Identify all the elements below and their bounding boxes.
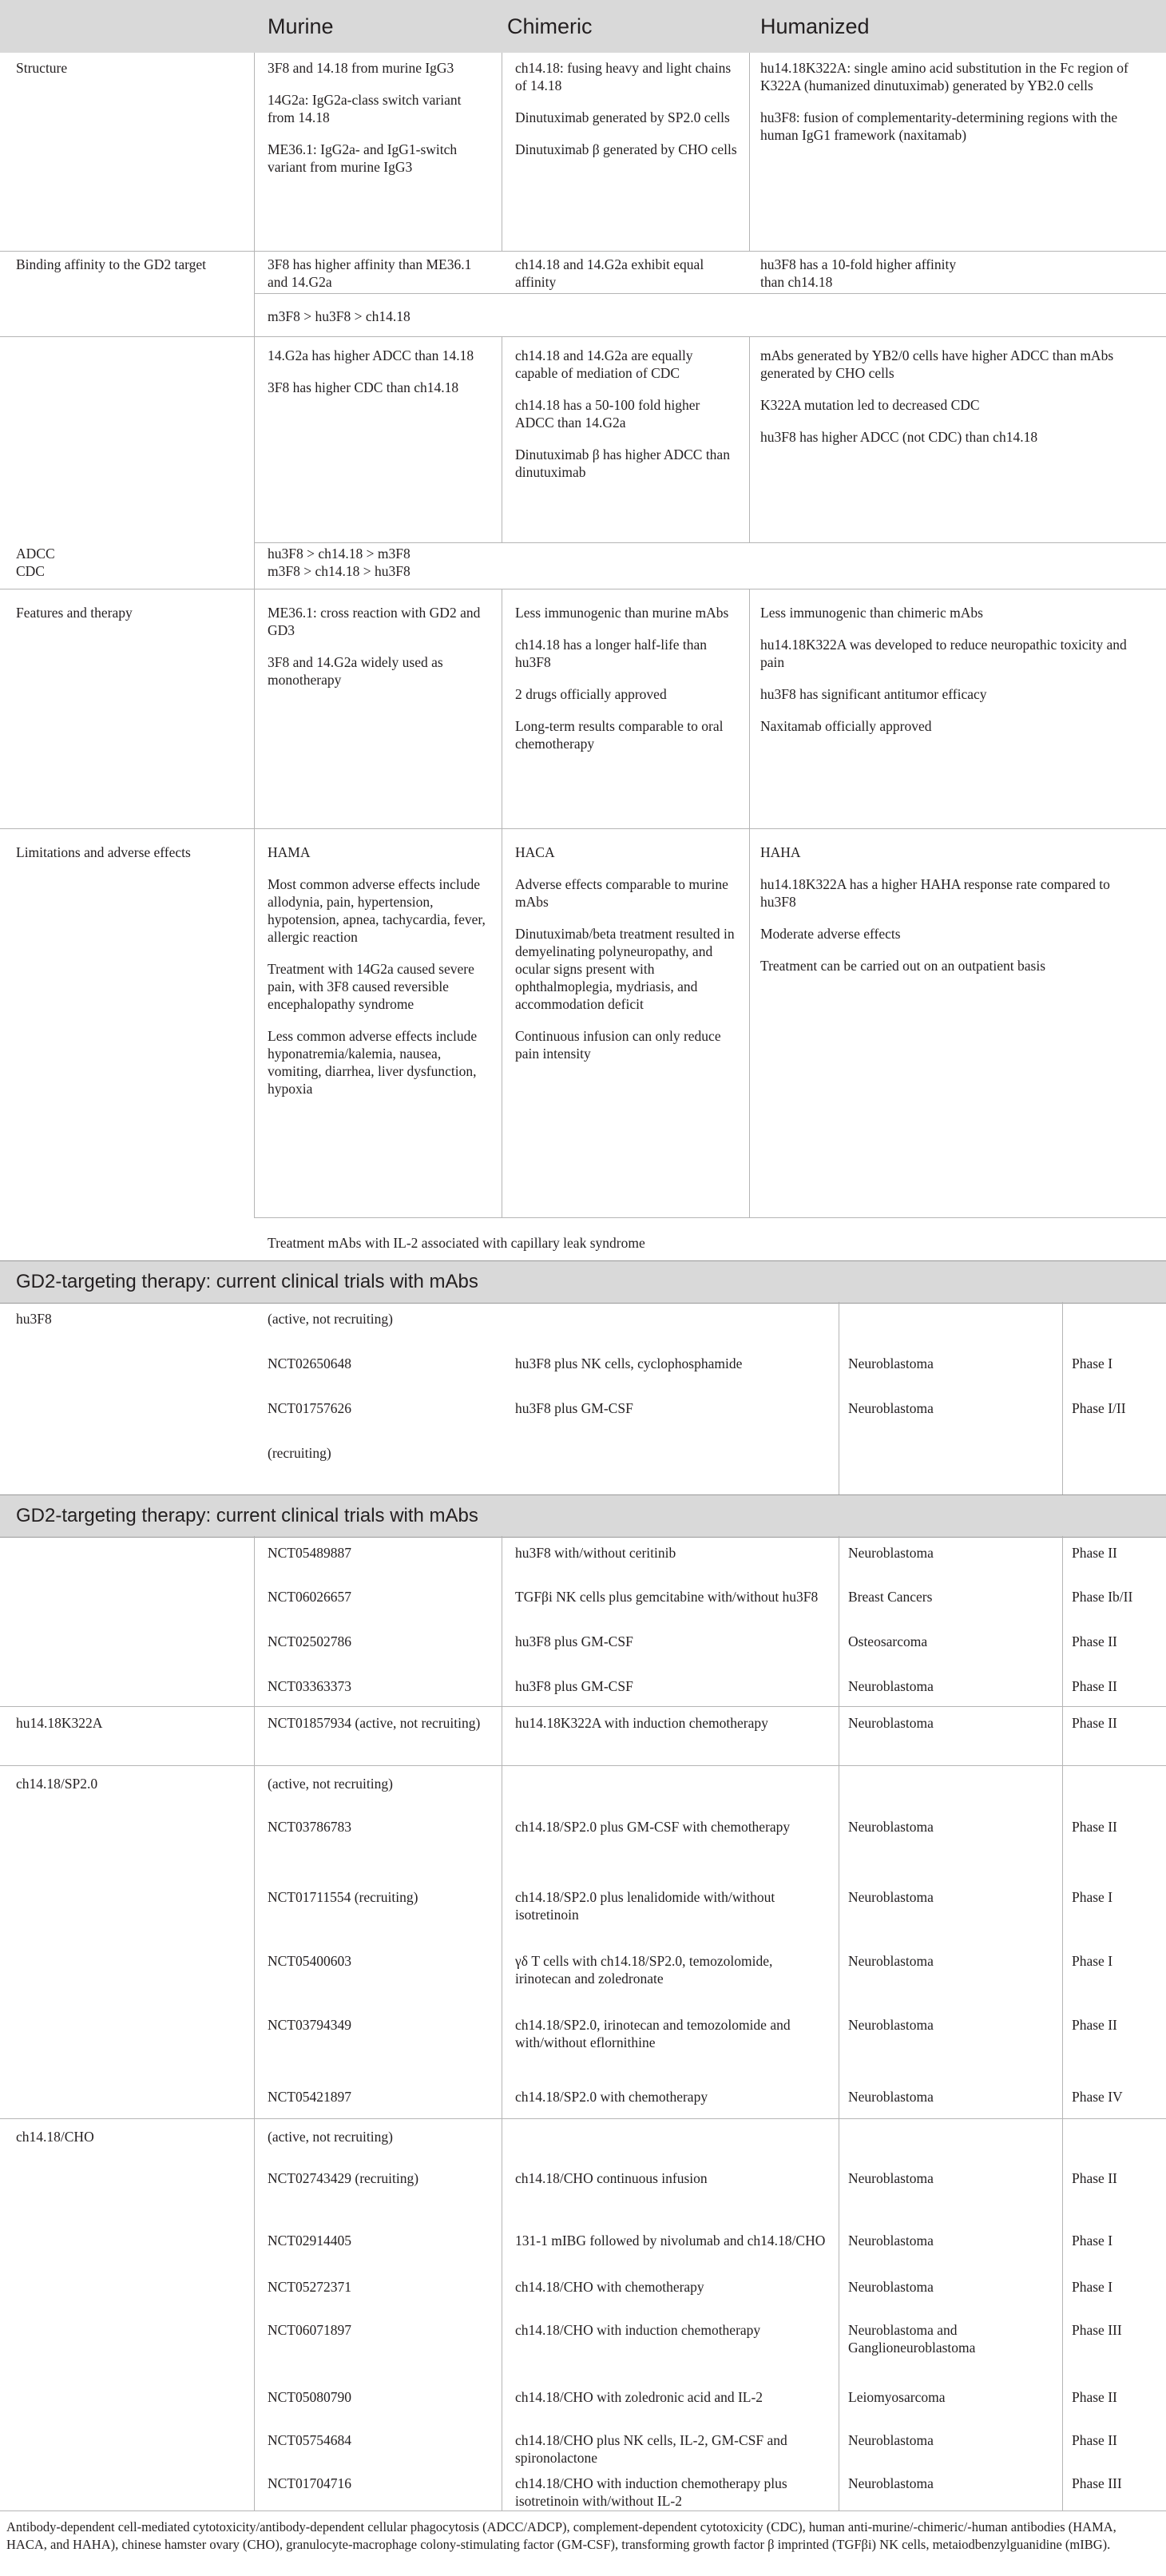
trial-disease: Neuroblastoma bbox=[848, 1715, 934, 1731]
features-humanized: Less immunogenic than chimeric mAbs hu14.18K322A was developed to reduce neuropathic toxicity and pain hu3F8 has significant antitumor efficacy Naxitamab officially approved bbox=[760, 605, 1127, 734]
trial-id: NCT01757626 bbox=[268, 1400, 351, 1416]
trial-id: NCT05272371 bbox=[268, 2279, 351, 2295]
trial-id: NCT01704716 bbox=[268, 2475, 351, 2491]
trial-desc: ch14.18/SP2.0 plus lenalidomide with/without isotretinoin bbox=[515, 1889, 775, 1923]
header-chimeric: Chimeric bbox=[507, 14, 593, 38]
limitations-murine: HAMA Most common adverse effects include allodynia, pain, hypertension, hypotension, apnea, tachycardia, fever, allergic reaction Treatment with 14G2a caused severe pain, with 3F8 caused reversible encephalopathy syndrome Less common adverse effects include hyponatremia/kalemia, nausea, vomiting, diarrhea, liver dysfunction, hypoxia bbox=[268, 844, 486, 1097]
divider bbox=[749, 828, 750, 1217]
trial-phase: Phase II bbox=[1072, 1633, 1117, 1649]
trial-phase: Phase I bbox=[1072, 1889, 1113, 1905]
trial-group-hu14: hu14.18K322A bbox=[16, 1715, 103, 1731]
trial-phase: Phase I bbox=[1072, 2279, 1113, 2295]
trial-status: (recruiting) bbox=[268, 1445, 331, 1461]
trial-id: NCT06026657 bbox=[268, 1589, 351, 1605]
trial-desc: hu3F8 plus NK cells, cyclophosphamide bbox=[515, 1355, 743, 1371]
trial-desc: ch14.18/SP2.0, irinotecan and temozolomide and with/without eflornithine bbox=[515, 2017, 791, 2050]
trial-desc: ch14.18/CHO with zoledronic acid and IL-2 bbox=[515, 2389, 763, 2405]
trial-disease: Neuroblastoma bbox=[848, 2017, 934, 2033]
divider bbox=[0, 251, 1166, 252]
table-header bbox=[0, 0, 1166, 53]
section-title-1: GD2-targeting therapy: current clinical trials with mAbs bbox=[0, 1260, 1166, 1304]
trial-desc: ch14.18/CHO with induction chemotherapy plus isotretinoin with/without IL-2 bbox=[515, 2475, 787, 2509]
binding-murine: 3F8 has higher affinity than ME36.1 and 14.G2a bbox=[268, 256, 472, 290]
section-title-2: GD2-targeting therapy: current clinical trials with mAbs bbox=[0, 1494, 1166, 1538]
divider bbox=[254, 1536, 255, 2511]
trial-phase: Phase II bbox=[1072, 1715, 1117, 1731]
trial-id: NCT02502786 bbox=[268, 1633, 351, 1649]
trial-desc: hu3F8 plus GM-CSF bbox=[515, 1633, 633, 1649]
trial-phase: Phase II bbox=[1072, 2017, 1117, 2033]
divider bbox=[1062, 1536, 1063, 2511]
trial-status: (active, not recruiting) bbox=[268, 1311, 393, 1327]
trial-desc: hu3F8 plus GM-CSF bbox=[515, 1400, 633, 1416]
row-label-limitations: Limitations and adverse effects bbox=[16, 844, 191, 860]
divider bbox=[749, 53, 750, 251]
trial-id: NCT02914405 bbox=[268, 2233, 351, 2249]
divider bbox=[254, 53, 255, 1217]
row-label-structure: Structure bbox=[16, 60, 68, 76]
binding-chimeric: ch14.18 and 14.G2a exhibit equal affinity bbox=[515, 256, 704, 290]
structure-murine: 3F8 and 14.18 from murine IgG3 14G2a: IgG2a-class switch variant from 14.18 ME36.1: IgG2a- and IgG1-switch variant from murine IgG3 bbox=[268, 60, 462, 175]
trial-phase: Phase II bbox=[1072, 1819, 1117, 1835]
trial-phase: Phase III bbox=[1072, 2322, 1122, 2338]
trial-phase: Phase IV bbox=[1072, 2089, 1123, 2105]
divider bbox=[254, 1217, 1166, 1218]
trial-id: NCT05080790 bbox=[268, 2389, 351, 2405]
trial-id: NCT03363373 bbox=[268, 1678, 351, 1694]
header-col0 bbox=[16, 0, 248, 53]
trial-id: NCT01711554 (recruiting) bbox=[268, 1889, 418, 1905]
trial-group-sp2: ch14.18/SP2.0 bbox=[16, 1776, 98, 1792]
trial-desc: ch14.18/CHO plus NK cells, IL-2, GM-CSF and spironolactone bbox=[515, 2432, 787, 2466]
trial-id: NCT06071897 bbox=[268, 2322, 351, 2338]
trial-id: NCT05489887 bbox=[268, 1545, 351, 1561]
divider bbox=[0, 1765, 1166, 1766]
row-label-features: Features and therapy bbox=[16, 605, 133, 621]
trial-disease: Neuroblastoma bbox=[848, 1953, 934, 1969]
header-murine: Murine bbox=[268, 14, 334, 38]
adcc-chimeric: ch14.18 and 14.G2a are equally capable of mediation of CDC ch14.18 has a 50-100 fold higher ADCC than 14.G2a Dinutuximab β has higher ADCC than dinutuximab bbox=[515, 347, 730, 480]
divider bbox=[0, 2118, 1166, 2119]
trial-disease: Neuroblastoma bbox=[848, 1819, 934, 1835]
divider bbox=[254, 293, 1166, 294]
trial-group-hu3F8: hu3F8 bbox=[16, 1311, 52, 1327]
row-label-binding: Binding affinity to the GD2 target bbox=[16, 256, 207, 272]
trial-id: NCT05754684 bbox=[268, 2432, 351, 2448]
trial-phase: Phase I bbox=[1072, 1953, 1113, 1969]
table-footnote: Antibody-dependent cell-mediated cytotoxicity/antibody-dependent cellular phagocytosis (ADCC/ADCP), complement-dependent cytotoxicity (CDC), human anti-murine/-chimeric/-human antibodies (HAMA, HACA, and HAHA), chinese hamster ovary (CHO), granulocyte-macrophage colony-stimulating factor (GM-CSF), transforming growth factor β imprinted (TGFβi) NK cells, metaiodbenzylguanidine (mIBG). bbox=[6, 2519, 1116, 2552]
features-chimeric: Less immunogenic than murine mAbs ch14.18 has a longer half-life than hu3F8 2 drugs officially approved Long-term results comparable to oral chemotherapy bbox=[515, 605, 729, 752]
trial-desc: hu14.18K322A with induction chemotherapy bbox=[515, 1715, 768, 1731]
trial-id: NCT02650648 bbox=[268, 1355, 351, 1371]
trial-phase: Phase II bbox=[1072, 2170, 1117, 2186]
adcc-murine: 14.G2a has higher ADCC than 14.18 3F8 has higher CDC than ch14.18 bbox=[268, 347, 474, 395]
trial-disease: Neuroblastoma bbox=[848, 2170, 934, 2186]
limitations-summary: Treatment mAbs with IL-2 associated with capillary leak syndrome bbox=[268, 1235, 645, 1251]
trial-status: (active, not recruiting) bbox=[268, 1776, 393, 1792]
trial-disease: Neuroblastoma bbox=[848, 2089, 934, 2105]
trial-phase: Phase II bbox=[1072, 2432, 1117, 2448]
trial-disease: Neuroblastoma bbox=[848, 1400, 934, 1416]
trial-phase: Phase I bbox=[1072, 2233, 1113, 2249]
trial-id: NCT03786783 bbox=[268, 1819, 351, 1835]
trial-disease: Neuroblastoma and Ganglioneuroblastoma bbox=[848, 2322, 976, 2356]
row-label-cdc: CDC bbox=[16, 563, 45, 579]
trial-disease: Osteosarcoma bbox=[848, 1633, 928, 1649]
divider bbox=[0, 336, 1166, 337]
trial-desc: ch14.18/CHO continuous infusion bbox=[515, 2170, 708, 2186]
trial-group-cho: ch14.18/CHO bbox=[16, 2129, 94, 2145]
trial-disease: Neuroblastoma bbox=[848, 2475, 934, 2491]
trial-desc: γδ T cells with ch14.18/SP2.0, temozolomide, irinotecan and zoledronate bbox=[515, 1953, 773, 1987]
trial-id: NCT05400603 bbox=[268, 1953, 351, 1969]
adcc-summary: hu3F8 > ch14.18 > m3F8 bbox=[268, 546, 410, 562]
trial-disease: Breast Cancers bbox=[848, 1589, 933, 1605]
trial-desc: 131-1 mIBG followed by nivolumab and ch14.18/CHO bbox=[515, 2233, 826, 2249]
trial-disease: Neuroblastoma bbox=[848, 2233, 934, 2249]
divider bbox=[1062, 1302, 1063, 1494]
divider bbox=[749, 589, 750, 828]
trial-disease: Neuroblastoma bbox=[848, 1678, 934, 1694]
divider bbox=[0, 1706, 1166, 1707]
header-humanized: Humanized bbox=[760, 14, 870, 38]
features-murine: ME36.1: cross reaction with GD2 and GD3 3F8 and 14.G2a widely used as monotherapy bbox=[268, 605, 481, 688]
trial-desc: ch14.18/SP2.0 with chemotherapy bbox=[515, 2089, 708, 2105]
divider bbox=[254, 542, 1166, 543]
row-label-adcc: ADCC bbox=[16, 546, 55, 562]
limitations-chimeric: HACA Adverse effects comparable to murine mAbs Dinutuximab/beta treatment resulted in demyelinating polyneuropathy, and ocular signs present with ophthalmoplegia, mydriasis, and accommodation deficit Continuous infusion can only reduce pain intensity bbox=[515, 844, 735, 1062]
trial-disease: Neuroblastoma bbox=[848, 1889, 934, 1905]
binding-humanized: hu3F8 has a 10-fold higher affinity than ch14.18 bbox=[760, 256, 957, 290]
trial-id: NCT05421897 bbox=[268, 2089, 351, 2105]
trial-desc: TGFβi NK cells plus gemcitabine with/without hu3F8 bbox=[515, 1589, 819, 1605]
trial-disease: Neuroblastoma bbox=[848, 1545, 934, 1561]
divider bbox=[0, 828, 1166, 829]
trial-desc: ch14.18/SP2.0 plus GM-CSF with chemotherapy bbox=[515, 1819, 791, 1835]
trial-desc: ch14.18/CHO with chemotherapy bbox=[515, 2279, 704, 2295]
structure-humanized: hu14.18K322A: single amino acid substitution in the Fc region of K322A (humanized dinutuximab) generated by YB2.0 cells hu3F8: fusion of complementarity-determining regions with the human IgG1 framework (naxitamab) bbox=[760, 60, 1128, 143]
cdc-summary: m3F8 > ch14.18 > hu3F8 bbox=[268, 563, 410, 579]
trial-id: NCT03794349 bbox=[268, 2017, 351, 2033]
trial-disease: Neuroblastoma bbox=[848, 2279, 934, 2295]
limitations-humanized: HAHA hu14.18K322A has a higher HAHA response rate compared to hu3F8 Moderate adverse effects Treatment can be carried out on an outpatient basis bbox=[760, 844, 1110, 974]
divider bbox=[749, 336, 750, 542]
trial-phase: Phase Ib/II bbox=[1072, 1589, 1133, 1605]
trial-desc: ch14.18/CHO with induction chemotherapy bbox=[515, 2322, 761, 2338]
trial-id: NCT01857934 (active, not recruiting) bbox=[268, 1715, 481, 1731]
trial-id: NCT02743429 (recruiting) bbox=[268, 2170, 419, 2186]
adcc-humanized: mAbs generated by YB2/0 cells have higher ADCC than mAbs generated by CHO cells K322A mutation led to decreased CDC hu3F8 has higher ADCC (not CDC) than ch14.18 bbox=[760, 347, 1114, 445]
trial-phase: Phase III bbox=[1072, 2475, 1122, 2491]
trial-desc: hu3F8 plus GM-CSF bbox=[515, 1678, 633, 1694]
trial-phase: Phase II bbox=[1072, 1678, 1117, 1694]
trial-phase: Phase I bbox=[1072, 1355, 1113, 1371]
trial-disease: Neuroblastoma bbox=[848, 1355, 934, 1371]
trial-desc: hu3F8 with/without ceritinib bbox=[515, 1545, 676, 1561]
structure-chimeric: ch14.18: fusing heavy and light chains of 14.18 Dinutuximab generated by SP2.0 cells Dinutuximab β generated by CHO cells bbox=[515, 60, 737, 157]
trial-disease: Neuroblastoma bbox=[848, 2432, 934, 2448]
trial-phase: Phase II bbox=[1072, 2389, 1117, 2405]
trial-phase: Phase I/II bbox=[1072, 1400, 1126, 1416]
trial-status: (active, not recruiting) bbox=[268, 2129, 393, 2145]
trial-phase: Phase II bbox=[1072, 1545, 1117, 1561]
trial-disease: Leiomyosarcoma bbox=[848, 2389, 946, 2405]
binding-summary: m3F8 > hu3F8 > ch14.18 bbox=[268, 308, 410, 324]
